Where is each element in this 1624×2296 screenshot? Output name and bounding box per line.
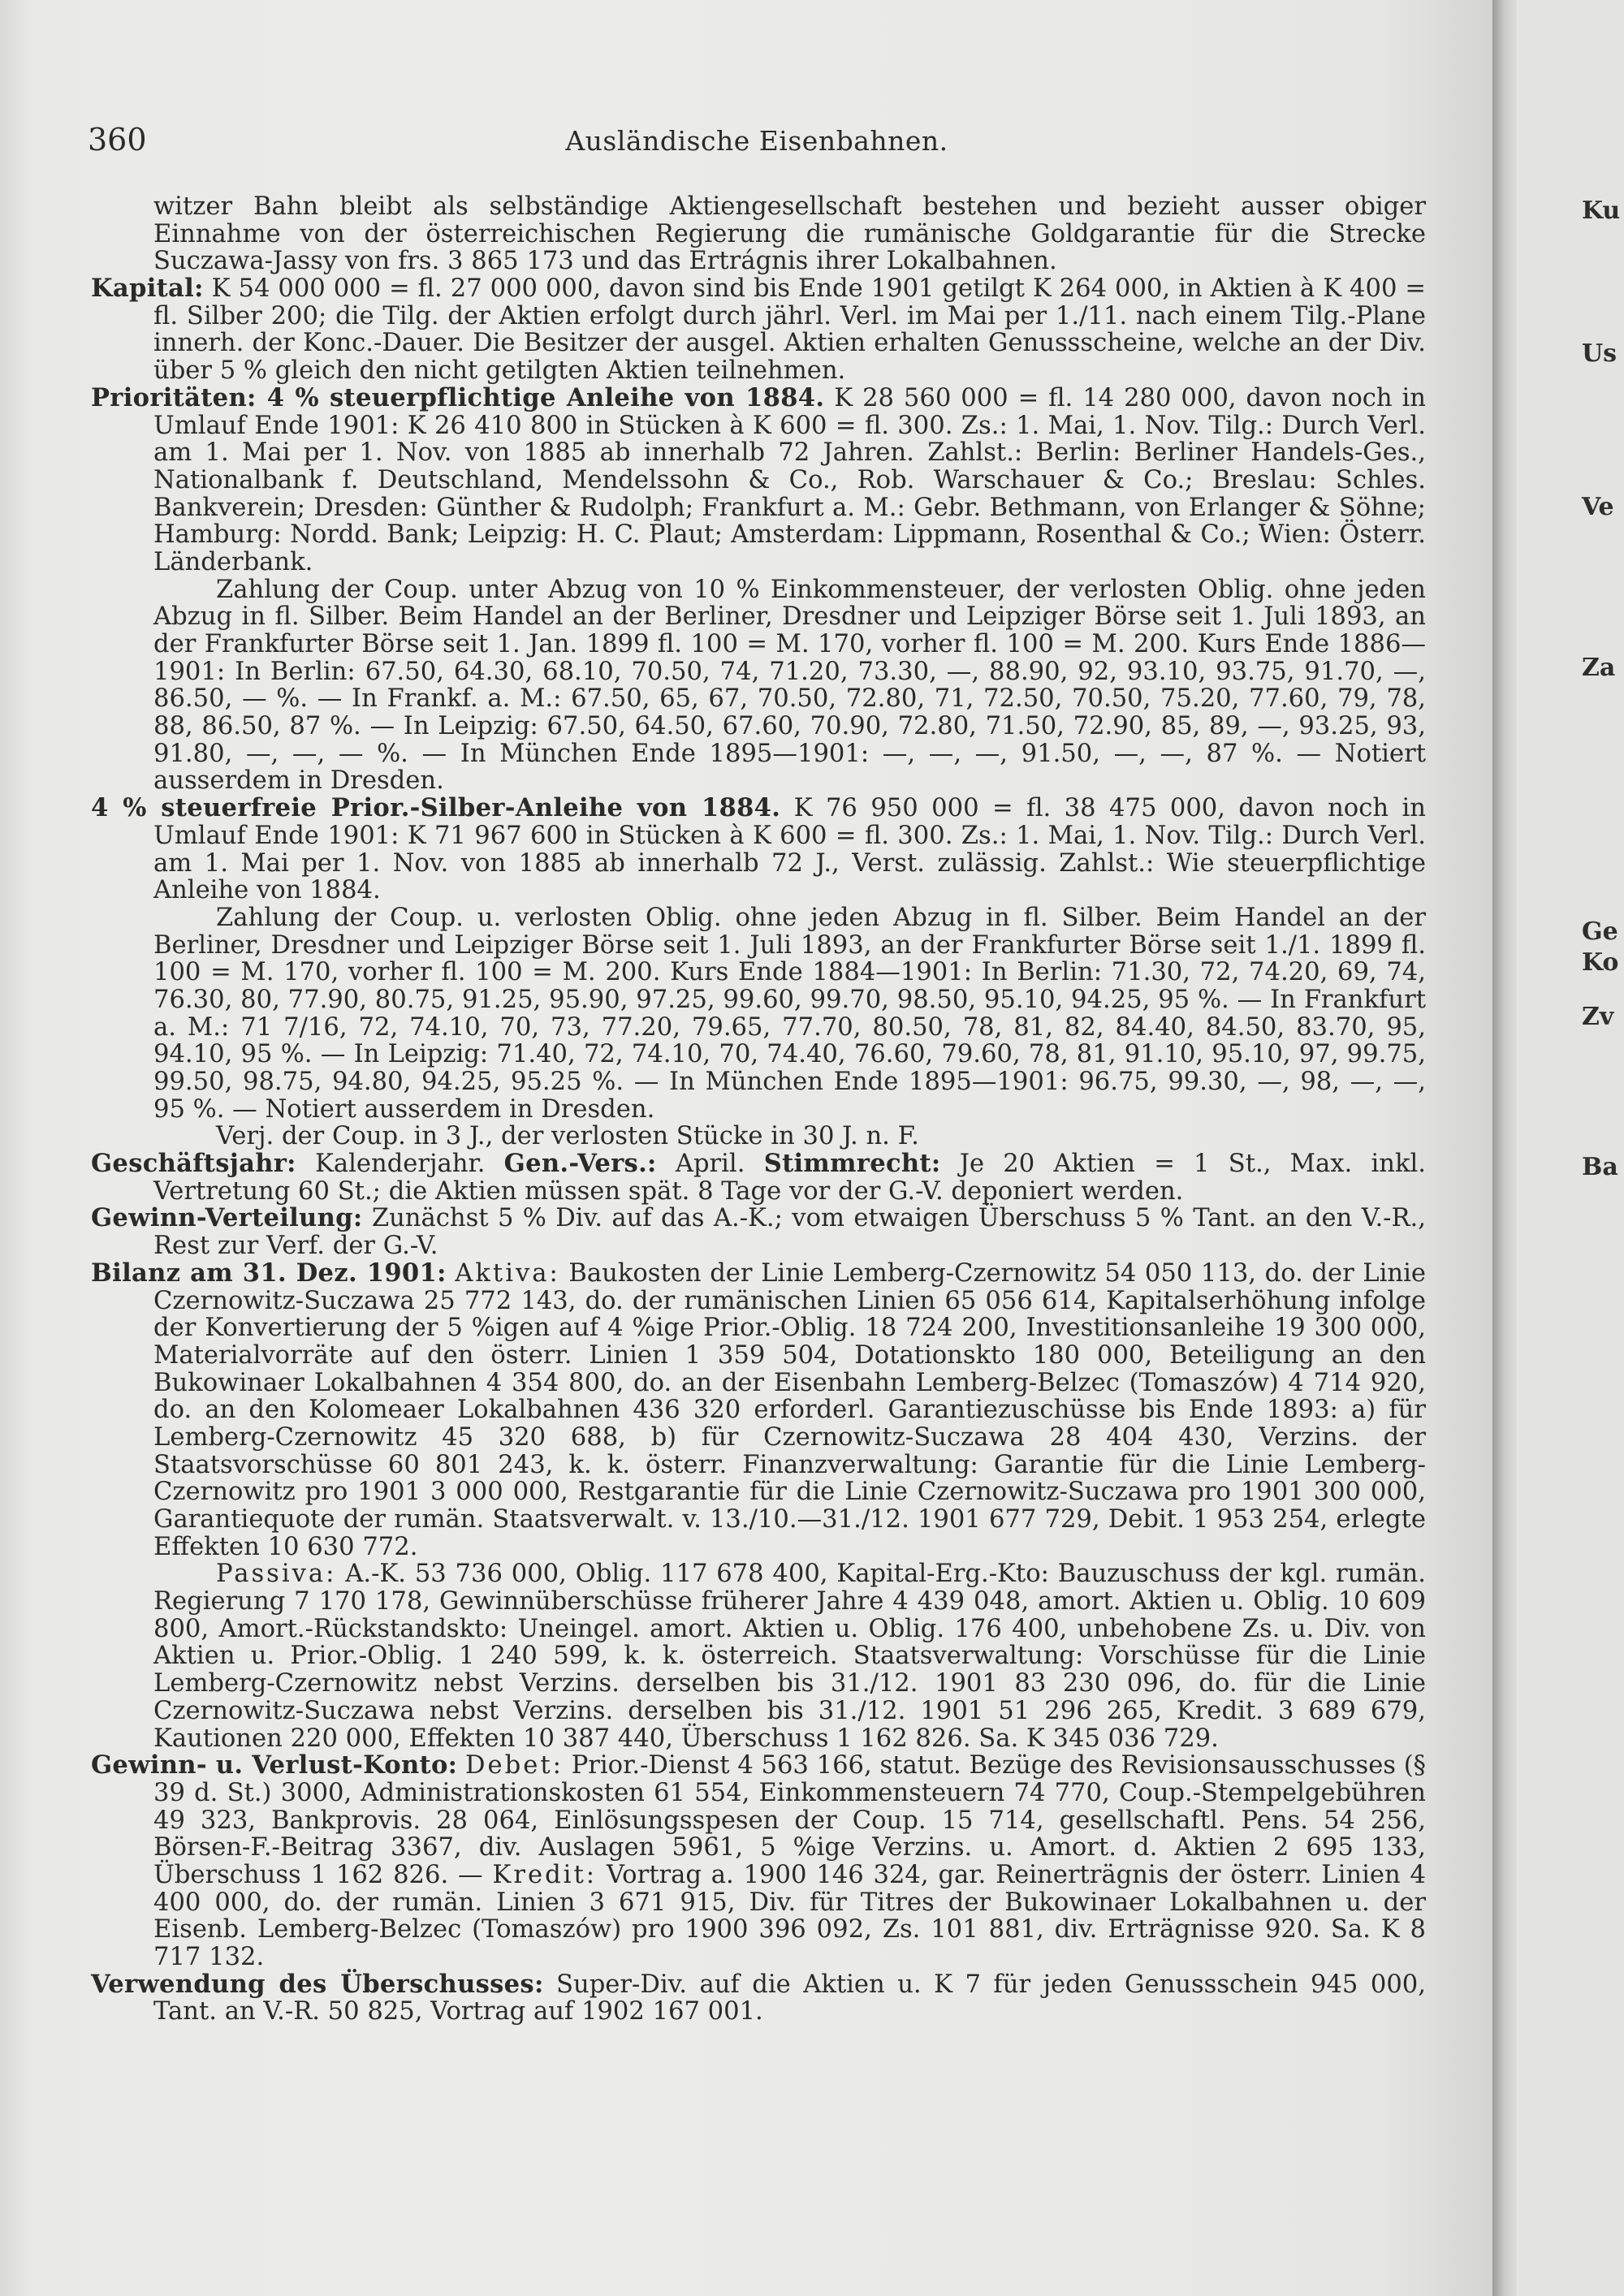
guv-entry: Gewinn- u. Verlust-Konto: Debet: Prior.-Dienst 4 563 166, statut. Bezüge des Revisionsausschusses (§ 39 d. St.) 3000, Administrationskosten 61 554, Einkommensteuern 74 770, Coup.-Stempelgebühren 49 323, Bankprovis. 28 064, Einlösungsspesen der Coup. 15 714, gesellschaftl. Pens. 54 256, Börsen-F.-Beitrag 3367, div. Auslagen 5961, 5 %ige Verzins. u. Amort. d. Aktien 2 695 133, Überschuss 1 162 826. — Kredit: Vortrag a. 1900 146 324, gar. Reinerträgnis der österr. Linien 4 400 000, do. der rumän. Linien 3 671 915, Div. für Titres der Bukowinaer Lokalbahnen u. der Eisenb. Lemberg-Belzec (Tomaszów) pro 1900 396 092, Zs. 101 881, div. Erträgnisse 920. Sa. K 8 717 132.	[91, 1750, 1427, 1971]
geschaeftsjahr-entry	[91, 1150, 1426, 1205]
kapital-text: K 54 000 000 = fl. 27 000 000, davon sind bis Ende 1901 getilgt K 264 000, in Aktien à K 400 = fl. Silber 200; die Tilg. der Aktien erfolgt durch jährl. Verl. im Mai per 1./11. nach einem Tilg.-Plane innerh. der Konc.-Dauer. Die Besitzer der ausgel. Aktien erhalten Genussscheine, welche an der Div. über 5 % gleich den nicht getilgten Aktien teilnehmen.	[153, 274, 1426, 386]
geschaeftsjahr-text: Kalenderjahr.	[315, 1150, 486, 1179]
gewinnverteilung-entry	[91, 1205, 1426, 1259]
page-gutter	[1492, 0, 1517, 2296]
geschaeftsjahr-label: Geschäftsjahr:	[91, 1149, 296, 1179]
next-page-fragment: Us	[1582, 339, 1618, 368]
next-page-fragment: Ko	[1582, 948, 1619, 977]
gewinnverteilung-text: Zunächst 5 % Div. auf das A.-K.; vom etwaigen Überschuss 5 % Tant. an den V.-R., Rest zur Verf. der G.-V.	[153, 1204, 1426, 1261]
passiva-label: Passiva:	[216, 1560, 337, 1589]
next-page-fragment: Ku	[1582, 196, 1621, 225]
running-title: Ausländische Eisenbahnen.	[565, 125, 948, 157]
kapital-entry	[91, 275, 1426, 385]
bilanz-entry	[91, 1260, 1426, 1561]
steuerfrei-text: K 76 950 000 = fl. 38 475 000, davon noch in Umlauf Ende 1901: K 71 967 600 in Stücken à K 600 = fl. 300. Zs.: 1. Mai, 1. Nov. Tilg.: Durch Verl. am 1. Mai per 1. Nov. von 1885 ab innerhalb 72 J., Verst. zulässig. Zahlst.: Wie steuerpflichtige Anleihe von 1884.	[153, 794, 1426, 905]
kredit-label: Kredit:	[492, 1860, 598, 1889]
page-number: 360	[88, 122, 147, 158]
prioritaeten-zahlung: Zahlung der Coup. unter Abzug von 10 % Einkommensteuer, der verlosten Oblig. ohne jeden Abzug in fl. Silber. Beim Handel an der Berliner, Dresdner und Leipziger Börse seit 1. Juli 1893, an der Frankfurter Börse seit 1. Jan. 1899 fl. 100 = M. 170, vorher fl. 100 = M. 200. Kurs Ende 1886—1901: In Berlin: 67.50, 64.30, 68.10, 70.50, 74, 71.20, 73.30, —, 88.90, 92, 93.10, 93.75, 91.70, —, 86.50, — %. — In Frankf. a. M.: 67.50, 65, 67, 70.50, 72.80, 71, 72.50, 70.50, 75.20, 77.60, 79, 78, 88, 86.50, 87 %. — In Leipzig: 67.50, 64.50, 67.60, 70.90, 72.80, 71.50, 72.90, 85, 89, —, 93.25, 93, 91.80, —, —, — %. — In München Ende 1895—1901: —, —, —, 91.50, —, —, 87 %. — Notiert ausserdem in Dresden.	[153, 575, 1426, 796]
kapital-label: Kapital:	[91, 274, 204, 304]
prioritaeten-entry	[91, 382, 1426, 576]
prioritaeten-label: Prioritäten: 4 % steuerpflichtige Anleihe von 1884.	[91, 382, 825, 412]
guv-label: Gewinn- u. Verlust-Konto:	[91, 1750, 458, 1780]
verwendung-entry	[91, 1971, 1426, 2026]
next-page-fragment: Zv	[1582, 1003, 1614, 1031]
passiva-text: A.-K. 53 736 000, Oblig. 117 678 400, Kapital-Erg.-Kto: Bauzuschuss der kgl. rumän. Regierung 7 170 178, Gewinnüberschüsse früherer Jahre 4 439 048, amort. Aktien u. Oblig. 10 609 800, Amort.-Rückstandskto: Uneingel. amort. Aktien u. Oblig. 176 400, unbehobene Zs. u. Div. von Aktien u. Prior.-Oblig. 1 240 599, k. k. österreich. Staatsverwaltung: Vorschüsse für die Linie Lemberg-Czernowitz nebst Verzins. derselben bis 31./12. 1901 83 230 096, do. für die Linie Czernowitz-Suczawa nebst Verzins. derselben bis 31./12. 1901 51 296 265, Kredit. 3 689 679, Kautionen 220 000, Effekten 10 387 440, Überschuss 1 162 826. Sa. K 345 036 729.	[153, 1560, 1426, 1753]
next-page-edge	[1517, 0, 1624, 2296]
aktiva-label: Aktiva:	[455, 1258, 560, 1288]
prioritaeten-text: K 28 560 000 = fl. 14 280 000, davon noch in Umlauf Ende 1901: K 26 410 800 in Stücken à K 600 = fl. 300. Zs.: 1. Mai, 1. Nov. Tilg.: Durch Verl. am 1. Mai per 1. Nov. von 1885 ab innerhalb 72 Jahren. Zahlst.: Berlin: Berliner Handels-Ges., Nationalbank f. Deutschland, Mendelssohn & Co., Rob. Warschauer & Co.; Breslau: Schles. Bankverein; Dresden: Günther & Rudolph; Frankfurt a. M.: Gebr. Bethmann, von Erlanger & Söhne; Hamburg: Nordd. Bank; Leipzig: H. C. Plaut; Amsterdam: Lippmann, Rosenthal & Co.; Wien: Österr. Länderbank.	[153, 383, 1426, 576]
page-header	[88, 122, 1426, 162]
gewinnverteilung-label: Gewinn-Verteilung:	[91, 1203, 363, 1233]
steuerfrei-zahlung: Zahlung der Coup. u. verlosten Oblig. ohne jeden Abzug in fl. Silber. Beim Handel an der Berliner, Dresdner und Leipziger Börse seit 1. Juli 1893, an der Frankfurter Börse seit 1./1. 1899 fl. 100 = M. 170, vorher fl. 100 = M. 200. Kurs Ende 1884—1901: In Berlin: 71.30, 72, 74.20, 69, 74, 76.30, 80, 77.90, 80.75, 91.25, 95.90, 97.25, 99.60, 99.70, 98.50, 95.10, 94.25, 95 %. — In Frankfurt a. M.: 71 7/16, 72, 74.10, 70, 73, 77.20, 79.65, 77.70, 80.50, 78, 81, 82, 84.40, 84.50, 83.70, 95, 94.10, 95 %. — In Leipzig: 71.40, 72, 74.10, 70, 74.40, 76.60, 79.60, 78, 81, 91.10, 95.10, 97, 99.75, 99.50, 98.75, 94.80, 94.25, 95.25 %. — In München Ende 1895—1901: 96.75, 99.30, —, 98, —, —, 95 %. — Notiert ausserdem in Dresden.	[153, 903, 1426, 1124]
next-page-fragment: Ba	[1582, 1153, 1618, 1181]
body-text	[91, 193, 1426, 2026]
bilanz-label: Bilanz am 31. Dez. 1901:	[91, 1258, 447, 1288]
stimmrecht-label: Stimmrecht:	[763, 1149, 941, 1179]
verwendung-text: Super-Div. auf die Aktien u. K 7 für jeden Genussschein 945 000, Tant. an V.-R. 50 825, Vortrag auf 1902 167 001.	[153, 1970, 1426, 2026]
steuerfrei-entry	[91, 795, 1426, 904]
kredit-text: Vortrag a. 1900 146 324, gar. Reinerträgnis der österr. Linien 4 400 000, do. der rumän. Linien 3 671 915, Div. für Titres der Bukowinaer Lokalbahnen u. der Eisenb. Lemberg-Belzec (Tomaszów) pro 1900 396 092, Zs. 101 881, div. Erträgnisse 920. Sa. K 8 717 132.	[153, 1860, 1427, 1971]
next-page-fragment: Ge	[1582, 917, 1618, 946]
next-page-fragment: Za	[1582, 654, 1616, 682]
stimmrecht-text: Je 20 Aktien = 1 St., Max. inkl. Vertretung 60 St.; die Aktien müssen spät. 8 Tage vor der G.-V. deponiert werden.	[153, 1150, 1426, 1206]
debet-text: Prior.-Dienst 4 563 166, statut. Bezüge des Revisionsausschusses (§ 39 d. St.) 3000, Administrationskosten 61 554, Einkommensteuern 74 770, Coup.-Stempelgebühren 49 323, Bankprovis. 28 064, Einlösungsspesen der Coup. 15 714, gesellschaftl. Pens. 54 256, Börsen-F.-Beitrag 3367, div. Auslagen 5961, 5 %ige Verzins. u. Amort. d. Aktien 2 695 133, Überschuss 1 162 826.	[153, 1751, 1426, 1889]
verjaehrung: Verj. der Coup. in 3 J., der verlosten Stücke in 30 J. n. F.	[216, 1122, 919, 1151]
genvers-text: April.	[675, 1150, 745, 1179]
genvers-label: Gen.-Vers.:	[503, 1149, 657, 1179]
aktiva-text: Baukosten der Linie Lemberg-Czernowitz 54 050 113, do. der Linie Czernowitz-Suczawa 25 772 143, do. der rumänischen Linien 65 056 614, Kapitalserhöhung infolge der Konvertierung der 5 %igen auf 4 %ige Prior.-Oblig. 18 724 200, Investitionsanleihe 19 300 000, Materialvorräte auf den österr. Linien 1 359 504, Dotationskto 180 000, Beteiligung an den Bukowinaer Lokalbahnen 4 354 800, do. an der Eisenbahn Lemberg-Belzec (Tomaszów) 4 714 920, do. an den Kolomeaer Lokalbahnen 436 320 erforderl. Garantiezuschüsse bis Ende 1893: a) für Lemberg-Czernowitz 45 320 688, b) für Czernowitz-Suczawa 28 404 430, Verzins. der Staatsvorschüsse 60 801 243, k. k. österr. Finanzverwaltung: Garantie für die Linie Lemberg-Czernowitz pro 1901 3 000 000, Restgarantie für die Linie Czernowitz-Suczawa pro 1901 300 000, Garantiequote der rumän. Staatsverwalt. v. 13./10.—31./12. 1901 677 729, Debit. 1 953 254, erlegte Effekten 10 630 772.	[153, 1258, 1426, 1561]
next-page-fragment: Ve	[1582, 493, 1614, 521]
verwendung-label: Verwendung des Überschusses:	[91, 1969, 544, 1999]
passiva-paragraph	[91, 1560, 1426, 1752]
debet-label: Debet:	[465, 1751, 564, 1780]
intro-paragraph: witzer Bahn bleibt als selbständige Aktiengesellschaft bestehen und bezieht ausser obiger Einnahme von der österreichischen Regierung die rumänische Goldgarantie für die Strecke Suczawa-Jassy von frs. 3 865 173 und das Ertrágnis ihrer Lokalbahnen.	[153, 192, 1426, 276]
steuerfrei-label: 4 % steuerfreie Prior.-Silber-Anleihe von 1884.	[91, 793, 781, 823]
